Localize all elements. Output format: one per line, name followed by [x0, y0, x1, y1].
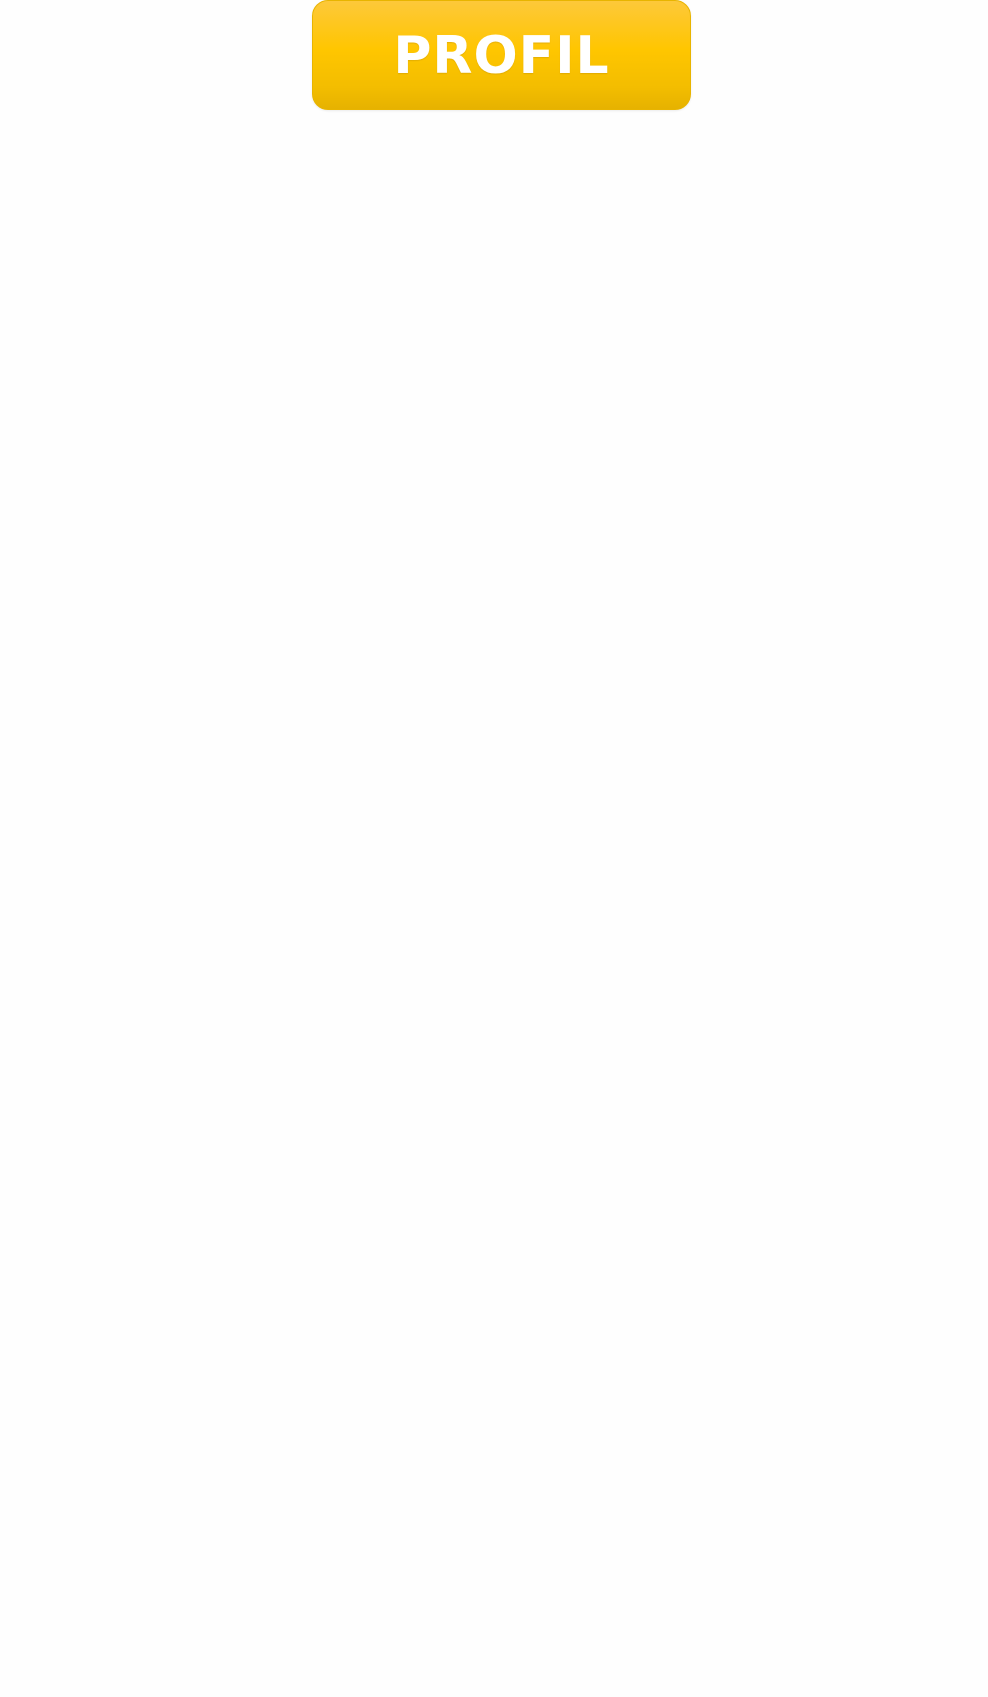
profil-button-label: PROFIL: [393, 26, 610, 86]
profil-button[interactable]: [312, 0, 691, 110]
